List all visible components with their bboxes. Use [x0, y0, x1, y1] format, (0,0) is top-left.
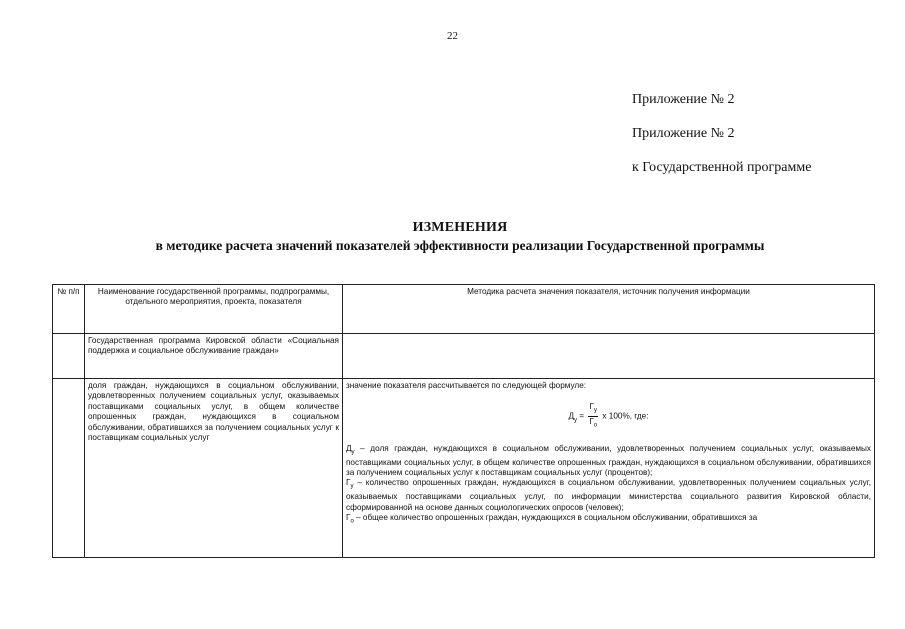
indicator-method-cell [343, 379, 875, 558]
document-title: ИЗМЕНЕНИЯ [412, 220, 508, 235]
header-num: № п/п [53, 285, 85, 334]
indicator-num-cell [53, 379, 85, 558]
formula-numerator: Г [589, 402, 594, 412]
table-row-program [53, 334, 875, 379]
appendix-line-1: Приложение № 2 [632, 92, 735, 107]
formula-denominator-sub: о [593, 423, 598, 430]
formula-lhs-sub: у [574, 417, 578, 424]
formula-numerator-sub: у [593, 408, 597, 415]
methodology-table [52, 284, 875, 558]
appendix-line-2: Приложение № 2 [632, 126, 735, 141]
header-method: Методика расчета значения показателя, источник получения информации [343, 285, 875, 334]
formula-lhs: Д [568, 412, 575, 422]
formula-rest: x 100%, где: [602, 412, 649, 422]
table-row-indicator [53, 379, 875, 558]
appendix-line-3: к Государственной программе [632, 160, 812, 175]
program-num-cell [53, 334, 85, 379]
method-intro: значение показателя рассчитывается по следующей формуле: [346, 381, 587, 390]
document-subtitle: в методике расчета значений показателей эффективности реализации Государственной программы [155, 238, 765, 253]
formula: $Д_у$ = $\frac{Г_у}{Г_о}$ x 100%, где: [346, 402, 871, 431]
header-name: Наименование государственной программы, подпрограммы, отдельного мероприятия, проекта, показателя [85, 285, 343, 334]
formula-fraction [588, 402, 598, 431]
program-name-cell: Государственная программа Кировской области «Социальная поддержка и социальное обслуживание граждан» [85, 334, 343, 379]
definition-2: $Г_у$ – количество опрошенных граждан, нуждающихся в социальном обслуживании, удовлетворенных получением социальных услуг, оказываемых поставщиками социальных услуг, по информации министерства социального развития Кировской области, сформированной на основе данных социологических опросов (человек); [346, 478, 871, 512]
program-method-cell [343, 334, 875, 379]
table-header-row [53, 285, 875, 334]
page-number: 22 [447, 30, 458, 42]
definition-1: $Д_у$ – доля граждан, нуждающихся в социальном обслуживании, удовлетворенных получением социальных услуг, оказываемых поставщиками социальных услуг, в общем количестве опрошенных граждан, нуждающихся в социальном обслуживании, обратившихся за получением социальных услуг к поставщикам социальных услуг (процентов); [346, 443, 871, 477]
definition-3: $Г_о$ – общее количество опрошенных граждан, нуждающихся в социальном обслуживании, обратившихся за [346, 513, 758, 525]
indicator-name-cell: доля граждан, нуждающихся в социальном обслуживании, удовлетворенных получением социальных услуг, оказываемых поставщиками социальных услуг, в общем количестве опрошенных граждан, нуждающихся в социальном обслуживании, обратившихся за получением социальных услуг к поставщикам социальных услуг [85, 379, 343, 558]
formula-denominator: Г [589, 417, 594, 427]
